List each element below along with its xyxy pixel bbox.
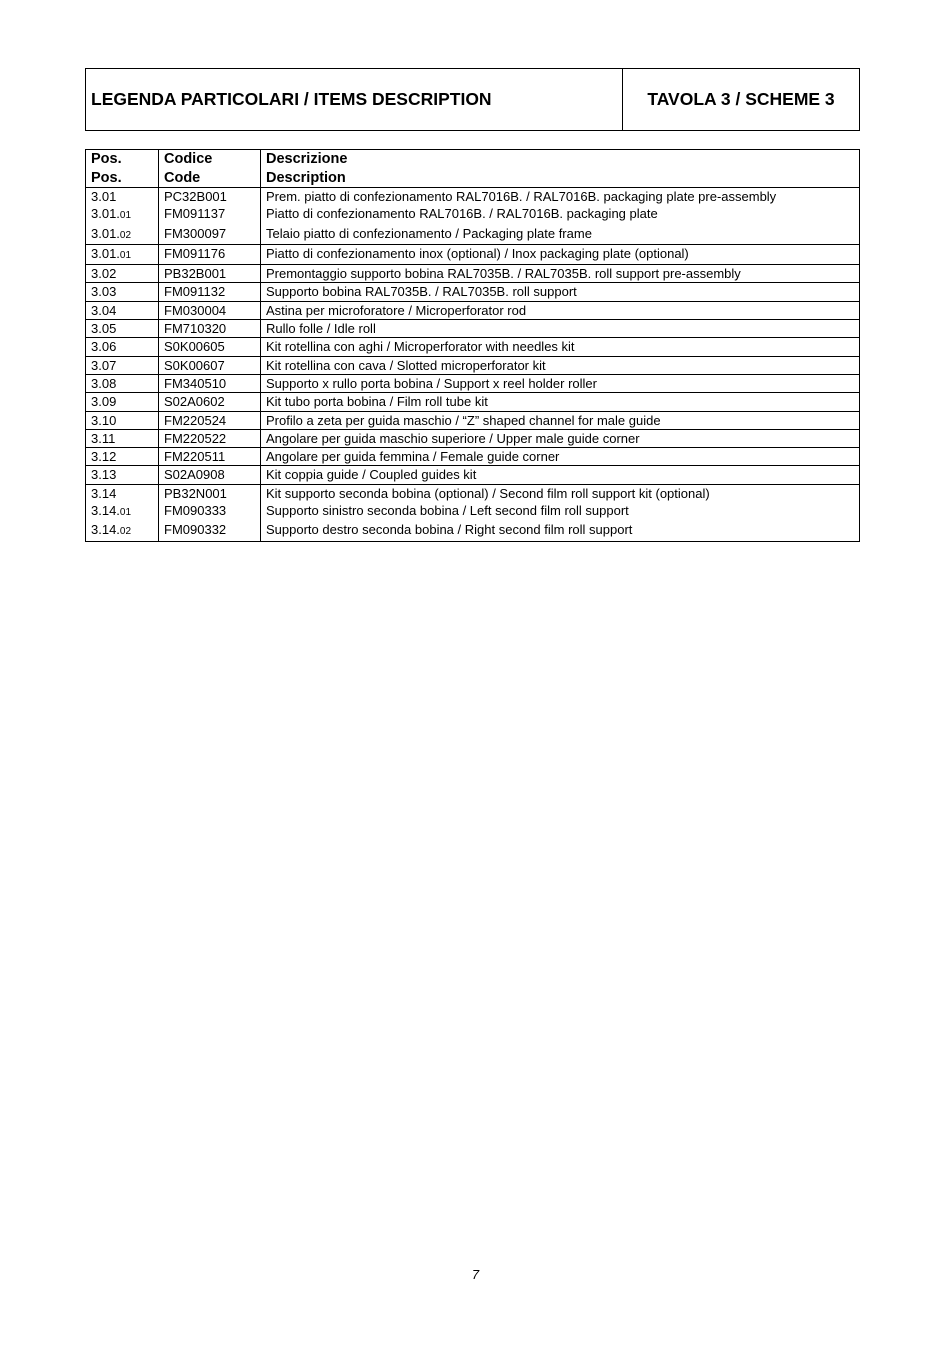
code-cell: FM030004 <box>159 301 261 319</box>
code-cell: PB32N001 <box>159 484 261 502</box>
table-row <box>86 411 860 429</box>
code-cell: PC32B001 <box>159 188 261 206</box>
table-row <box>86 484 860 502</box>
code-cell: S02A0908 <box>159 466 261 484</box>
pos-cell: 3.14 <box>86 484 159 502</box>
table-row <box>86 265 860 283</box>
table-row <box>86 502 860 521</box>
table-row <box>86 244 860 264</box>
table-row <box>86 338 860 356</box>
description-cell: Angolare per guida femmina / Female guide corner <box>261 448 860 466</box>
pos-cell: 3.05 <box>86 320 159 338</box>
description-cell: Kit coppia guide / Coupled guides kit <box>261 466 860 484</box>
description-cell: Supporto x rullo porta bobina / Support x reel holder roller <box>261 374 860 392</box>
table-row <box>86 225 860 245</box>
document-title: LEGENDA PARTICOLARI / ITEMS DESCRIPTION <box>86 69 623 130</box>
table-row <box>86 301 860 319</box>
pos-cell: 3.01.02 <box>86 225 159 245</box>
pos-cell: 3.14.01 <box>86 502 159 521</box>
pos-cell: 3.13 <box>86 466 159 484</box>
code-cell: FM220524 <box>159 411 261 429</box>
description-cell: Kit rotellina con aghi / Microperforator with needles kit <box>261 338 860 356</box>
description-cell: Kit rotellina con cava / Slotted microperforator kit <box>261 356 860 374</box>
table-row <box>86 205 860 224</box>
pos-cell: 3.14.02 <box>86 521 159 541</box>
pos-cell: 3.01 <box>86 188 159 206</box>
description-cell: Prem. piatto di confezionamento RAL7016B. / RAL7016B. packaging plate pre-assembly <box>261 188 860 206</box>
code-header: Codice Code <box>159 150 261 188</box>
pos-cell: 3.10 <box>86 411 159 429</box>
code-cell: FM220511 <box>159 448 261 466</box>
pos-cell: 3.02 <box>86 265 159 283</box>
pos-cell: 3.09 <box>86 393 159 411</box>
description-cell: Angolare per guida maschio superiore / Upper male guide corner <box>261 429 860 447</box>
description-cell: Supporto sinistro seconda bobina / Left second film roll support <box>261 502 860 521</box>
scheme-label: TAVOLA 3 / SCHEME 3 <box>647 89 835 109</box>
code-cell: S0K00607 <box>159 356 261 374</box>
description-cell: Piatto di confezionamento RAL7016B. / RAL7016B. packaging plate <box>261 205 860 224</box>
table-row <box>86 320 860 338</box>
pos-cell: 3.07 <box>86 356 159 374</box>
description-cell: Premontaggio supporto bobina RAL7035B. / RAL7035B. roll support pre-assembly <box>261 265 860 283</box>
code-cell: FM091137 <box>159 205 261 224</box>
items-table <box>85 149 860 542</box>
table-row <box>86 429 860 447</box>
description-cell: Telaio piatto di confezionamento / Packaging plate frame <box>261 225 860 245</box>
description-cell: Profilo a zeta per guida maschio / “Z” shaped channel for male guide <box>261 411 860 429</box>
pos-cell: 3.04 <box>86 301 159 319</box>
code-cell: FM220522 <box>159 429 261 447</box>
pos-cell: 3.03 <box>86 283 159 301</box>
description-cell: Piatto di confezionamento inox (optional) / Inox packaging plate (optional) <box>261 244 860 264</box>
code-cell: S02A0602 <box>159 393 261 411</box>
code-cell: FM091176 <box>159 244 261 264</box>
header-box <box>85 68 860 131</box>
pos-cell: 3.01.01 <box>86 205 159 224</box>
table-row <box>86 374 860 392</box>
page-number: 7 <box>471 1267 480 1282</box>
code-cell: FM090333 <box>159 502 261 521</box>
table-row <box>86 466 860 484</box>
table-row <box>86 521 860 541</box>
description-cell: Astina per microforatore / Microperforator rod <box>261 301 860 319</box>
description-cell: Rullo folle / Idle roll <box>261 320 860 338</box>
code-cell: FM340510 <box>159 374 261 392</box>
code-cell: FM300097 <box>159 225 261 245</box>
description-cell: Supporto destro seconda bobina / Right second film roll support <box>261 521 860 541</box>
code-cell: S0K00605 <box>159 338 261 356</box>
description-cell: Kit supporto seconda bobina (optional) / Second film roll support kit (optional) <box>261 484 860 502</box>
pos-cell: 3.06 <box>86 338 159 356</box>
pos-cell: 3.01.01 <box>86 244 159 264</box>
pos-cell: 3.12 <box>86 448 159 466</box>
code-cell: FM710320 <box>159 320 261 338</box>
code-cell: FM091132 <box>159 283 261 301</box>
table-row <box>86 188 860 206</box>
pos-cell: 3.08 <box>86 374 159 392</box>
code-cell: PB32B001 <box>159 265 261 283</box>
description-header: Descrizione Description <box>261 150 860 188</box>
pos-cell: 3.11 <box>86 429 159 447</box>
table-header-row <box>86 150 860 188</box>
table-row <box>86 393 860 411</box>
pos-header: Pos. Pos. <box>86 150 159 188</box>
table-row <box>86 448 860 466</box>
table-row <box>86 283 860 301</box>
description-cell: Kit tubo porta bobina / Film roll tube kit <box>261 393 860 411</box>
description-cell: Supporto bobina RAL7035B. / RAL7035B. roll support <box>261 283 860 301</box>
table-row <box>86 356 860 374</box>
code-cell: FM090332 <box>159 521 261 541</box>
